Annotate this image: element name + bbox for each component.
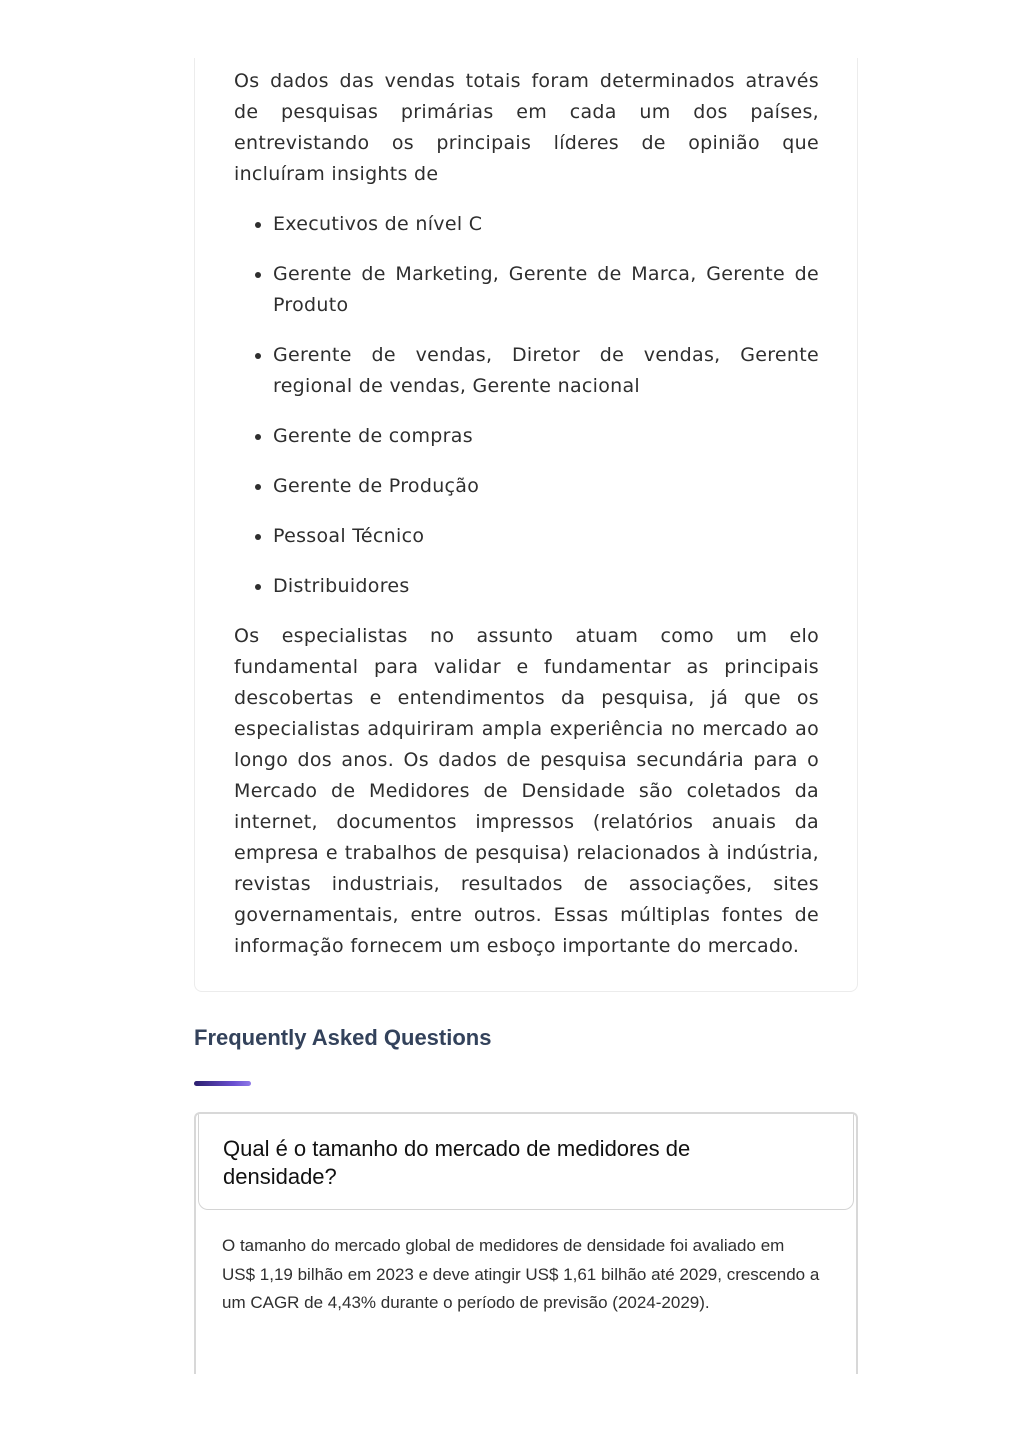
list-item: • Executivos de nível C: [273, 209, 819, 240]
list-item: • Gerente de Produção: [273, 471, 819, 502]
key-opinion-leaders-list: [234, 209, 819, 602]
faq-heading-underline: [194, 1081, 251, 1086]
list-item: • Gerente de Marketing, Gerente de Marca, Gerente de Produto: [273, 259, 819, 321]
faq-question-toggle[interactable]: [198, 1114, 854, 1210]
faq-accordion: [194, 1112, 858, 1374]
list-item: • Gerente de vendas, Diretor de vendas, Gerente regional de vendas, Gerente nacional: [273, 340, 819, 402]
card-content: [234, 66, 819, 962]
faq-answer-text: O tamanho do mercado global de medidores de densidade foi avaliado em US$ 1,19 bilhão em 2023 e deve atingir US$ 1,61 bilhão até 2029, crescendo a um CAGR de 4,43% durante o período de previsão (2024-2029).: [222, 1236, 820, 1312]
list-item: • Distribuidores: [273, 571, 819, 602]
faq-question-text: Qual é o tamanho do mercado de medidores de densidade?: [223, 1136, 691, 1189]
methodology-closing: Os especialistas no assunto atuam como um elo fundamental para validar e fundamentar as principais descobertas e entendimentos da pesquisa, já que os especialistas adquiriram ampla experiência no mercado ao longo dos anos. Os dados de pesquisa secundária para o Mercado de Medidores de Densidade são coletados da internet, documentos impressos (relatórios anuais da empresa e trabalhos de pesquisa) relacionados à indústria, revistas industriais, resultados de associações, sites governamentais, entre outros. Essas múltiplas fontes de informação fornecem um esboço importante do mercado.: [234, 625, 819, 957]
research-methodology-card: [194, 58, 858, 992]
list-item: • Pessoal Técnico: [273, 521, 819, 552]
faq-heading: Frequently Asked Questions: [194, 1025, 492, 1050]
methodology-intro: Os dados das vendas totais foram determinados através de pesquisas primárias em cada um dos países, entrevistando os principais líderes de opinião que incluíram insights de: [234, 70, 819, 185]
list-item: • Gerente de compras: [273, 421, 819, 452]
